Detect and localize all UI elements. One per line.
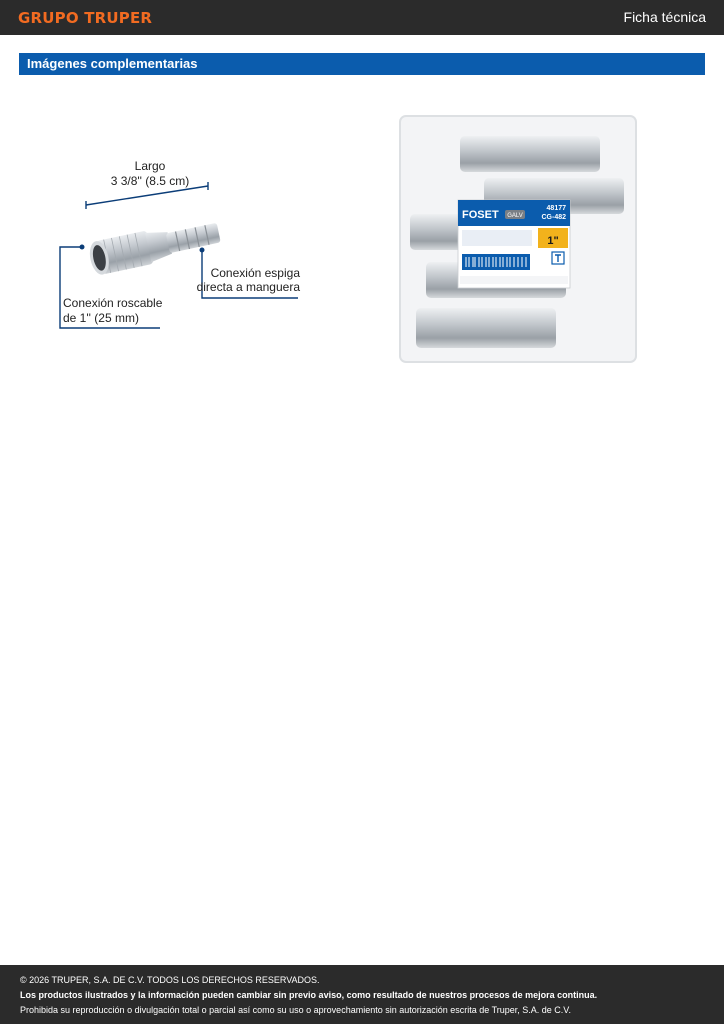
label-badge: GALV [507, 213, 523, 219]
product-dimension-diagram [50, 150, 320, 340]
label-code: 48177 [546, 205, 566, 212]
length-value: 3 3/8'' (8.5 cm) [110, 174, 190, 188]
document-type-label: Ficha técnica [623, 9, 706, 25]
label-brand: FOSET [462, 209, 499, 221]
label-size: 1" [547, 235, 559, 247]
length-dimension-line [86, 186, 208, 205]
label-model: CG-482 [541, 214, 566, 221]
hose-connection-label-2: directa a manguera [196, 280, 300, 294]
page-footer [0, 965, 724, 1024]
product-label [458, 200, 570, 288]
length-label: Largo [134, 159, 166, 173]
page-header [0, 0, 724, 35]
thread-metric: (25 mm) [94, 311, 139, 325]
grupo-truper-logo: GRUPO TRUPER [18, 9, 153, 27]
footer-legal: Prohibida su reproducción o divulgación total o parcial así como su uso o aprovechamiento sin autorización escrita de Truper, S.A. de C.V. [20, 1005, 571, 1015]
thread-size: de 1'' [63, 311, 91, 325]
footer-copyright: © 2026 TRUPER, S.A. DE C.V. TODOS LOS DERECHOS RESERVADOS. [20, 975, 320, 985]
hose-connection-label-1: Conexión espiga [210, 266, 300, 280]
thread-connection-label-1: Conexión roscable [63, 296, 163, 310]
section-title: Imágenes complementarias [27, 56, 198, 71]
thread-connection-label-2 [63, 311, 139, 325]
section-header [19, 53, 705, 75]
footer-notice: Los productos ilustrados y la información pueden cambiar sin previo aviso, como resultado de nuestros procesos de mejora continua. [20, 990, 598, 1000]
package-photo [398, 112, 640, 366]
